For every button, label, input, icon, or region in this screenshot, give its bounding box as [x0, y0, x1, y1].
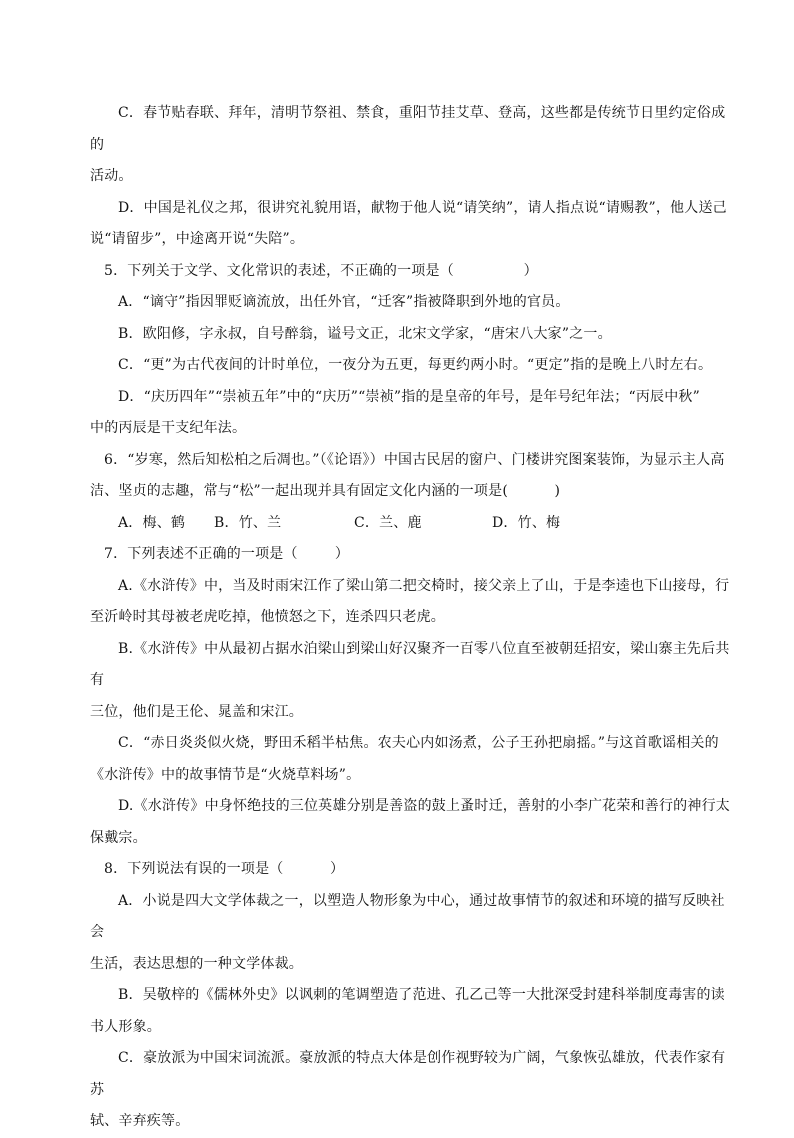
document-content — [90, 98, 730, 1138]
q5-option-c: C．“更”为古代夜间的计时单位，一夜分为五更，每更约两小时。“更定”指的是晚上八时左右。 — [118, 357, 713, 373]
q7-option-a-line1: A.《水浒传》中，当及时雨宋江作了梁山第二把交椅时，接父亲上了山，于是李逵也下山接母，行 — [118, 577, 730, 594]
q5-option-a: A．“谪守”指因罪贬谪流放，出任外官，“迁客”指被降职到外地的官员。 — [118, 294, 570, 310]
q8-option-b-line2: 书人形象。 — [90, 1018, 161, 1035]
q7-stem: 7．下列表述不正确的一项是（ ） — [104, 546, 350, 562]
q6-option-d: D．竹、梅 — [492, 514, 561, 531]
q6-option-a: A．梅、鹤 — [118, 514, 186, 531]
q4-option-c-line2: 活动。 — [90, 168, 133, 184]
q8-option-c-line2: 轼、辛弃疾等。 — [90, 1113, 190, 1129]
q7-option-c-line2: 《水浒传》中的故事情节是“火烧草料场”。 — [90, 766, 361, 783]
q4-option-d-line2: 说“请留步”，中途离开说“失陪”。 — [90, 231, 305, 247]
q8-stem: 8．下列说法有误的一项是（ ） — [104, 861, 345, 877]
q8-option-a-line1: A．小说是四大文学体裁之一，以塑造人物形象为中心，通过故事情节的叙述和环境的描写反映社会 — [90, 892, 725, 940]
q7-option-b-line1: B.《水浒传》中从最初占据水泊梁山到梁山好汉聚齐一百零八位直至被朝廷招安，梁山寨主先后共有 — [90, 640, 730, 688]
q7-option-d-line2: 保戴宗。 — [90, 829, 147, 846]
q6-stem-line2: 洁、坚贞的志趣，常与“松”一起出现并具有固定文化内涵的一项是( ) — [90, 483, 561, 499]
q7-option-c-line1: C．“赤日炎炎似火烧，野田禾稻半枯焦。农夫心内如汤煮，公子王孙把扇摇。”与这首歌谣相关的 — [118, 735, 719, 751]
q5-stem: 5．下列关于文学、文化常识的表述，不正确的一项是（ ） — [104, 262, 538, 279]
q6-option-c: C．兰、鹿 — [354, 514, 422, 531]
q6-stem-line1: 6．“岁寒，然后知松柏之后凋也。”（《论语》）中国古民居的窗户、门楼讲究图案装饰，为显示主人高 — [104, 451, 725, 468]
q4-option-c-line1: C．春节贴春联、拜年，清明节祭祖、禁食，重阳节挂艾草、登高，这些都是传统节日里约定俗成的 — [90, 105, 726, 153]
q6-option-b: B．竹、兰 — [214, 514, 282, 531]
q6-options — [90, 508, 730, 540]
q8-option-c-line1: C．豪放派为中国宋词流派。豪放派的特点大体是创作视野较为广阔，气象恢弘雄放，代表作家有苏 — [90, 1050, 726, 1098]
q7-option-b-line2: 三位，他们是王伦、晁盖和宋江。 — [90, 703, 303, 720]
q5-option-b: B．欧阳修，字永叔，自号醉翁，谥号文正，北宋文学家，“唐宋八大家”之一。 — [118, 325, 612, 342]
q4-option-d-line1: D．中国是礼仪之邦，很讲究礼貌用语，献物于他人说“请笑纳”，请人指点说“请赐教”，他人送己 — [118, 199, 727, 216]
q7-option-d-line1: D.《水浒传》中身怀绝技的三位英雄分别是善盗的鼓上蚤时迁，善射的小李广花荣和善行的神行太 — [118, 798, 730, 814]
q5-option-d-line1: D．“庆历四年”“崇祯五年”中的“庆历”“崇祯”指的是皇帝的年号，是年号纪年法；“丙辰中秋” — [118, 388, 700, 405]
q7-option-a-line2: 至沂岭时其母被老虎吃掉，他愤怒之下，连杀四只老虎。 — [90, 609, 445, 625]
q5-option-d-line2: 中的丙辰是干支纪年法。 — [90, 420, 247, 436]
q8-option-a-line2: 生活，表达思想的一种文学体裁。 — [90, 955, 303, 972]
q8-option-b-line1: B．吴敬梓的《儒林外史》以讽刺的笔调塑造了范进、孔乙己等一大批深受封建科举制度毒害的读 — [118, 987, 725, 1003]
